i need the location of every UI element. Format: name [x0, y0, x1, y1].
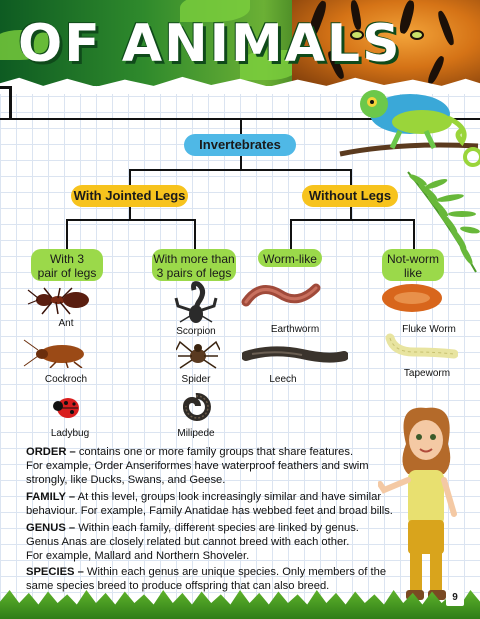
species-line: same species breed to produce offspring that can also breed. — [26, 580, 330, 593]
term-genus: GENUS – — [26, 522, 76, 534]
node-with-jointed-legs: With Jointed Legs — [71, 185, 188, 207]
node-invertebrates: Invertebrates — [184, 134, 296, 156]
species-line: Within each genus are unique species. Only members of the — [83, 566, 387, 578]
label-scorpion: Scorpion — [176, 326, 216, 337]
scorpion-icon — [172, 280, 222, 324]
ladybug-icon — [52, 394, 82, 420]
cockroach-icon — [22, 338, 92, 368]
species-definition — [26, 565, 396, 593]
earthworm-icon — [240, 278, 324, 314]
label-earthworm: Earthworm — [270, 324, 320, 335]
label-spider: Spider — [181, 374, 211, 385]
family-definition — [26, 490, 418, 518]
genus-line: Genus Anas are closely related but cannot breed with each other. — [26, 536, 350, 549]
label-fluke-worm: Fluke Worm — [402, 324, 456, 335]
genus-line: For example, Mallard and Northern Shoveler. — [26, 550, 250, 563]
order-definition — [26, 445, 396, 488]
genus-definition — [26, 521, 396, 564]
tapeworm-icon — [384, 332, 458, 362]
label-leech: Leech — [269, 374, 297, 385]
order-line: contains one or more family groups that share features. — [75, 446, 354, 458]
snail-decoration — [462, 146, 480, 168]
label-millipede: Milipede — [177, 428, 215, 439]
order-line: For example, Order Anseriformes have waterproof feathers and swim — [26, 460, 369, 473]
family-line: At this level, groups look increasingly similar and have similar — [75, 491, 382, 503]
spider-icon — [176, 336, 220, 372]
leech-icon — [242, 346, 348, 368]
fern-image — [404, 166, 480, 276]
chameleon-image — [330, 76, 480, 166]
millipede-icon — [178, 390, 214, 424]
genus-line: Within each family, different species are linked by genus. — [75, 522, 359, 534]
group-worm-like: Worm-like — [258, 249, 322, 267]
label-ant: Ant — [58, 318, 74, 329]
node-without-legs: Without Legs — [302, 185, 398, 207]
label-cockroach: Cockroch — [44, 374, 88, 385]
family-line: behaviour. For example, Family Anatidae has webbed feet and broad bills. — [26, 505, 393, 518]
group-more-than-3-pairs: With more than 3 pairs of legs — [152, 249, 236, 281]
ant-icon — [24, 286, 104, 316]
order-line: strongly, like Ducks, Swans, and Geese. — [26, 474, 226, 487]
term-family: FAMILY – — [26, 491, 76, 503]
term-order: ORDER – — [26, 446, 76, 458]
group-not-worm-like: Not-worm like — [382, 249, 444, 281]
header-banner — [0, 0, 480, 86]
page-number: 9 — [446, 590, 464, 606]
fluke-worm-icon — [380, 280, 444, 316]
label-tapeworm: Tapeworm — [403, 368, 451, 379]
term-species: SPECIES – — [26, 566, 84, 578]
group-3-pair-legs: With 3 pair of legs — [31, 249, 103, 281]
label-ladybug: Ladybug — [50, 428, 90, 439]
page-title: OF ANIMALS — [18, 14, 402, 74]
